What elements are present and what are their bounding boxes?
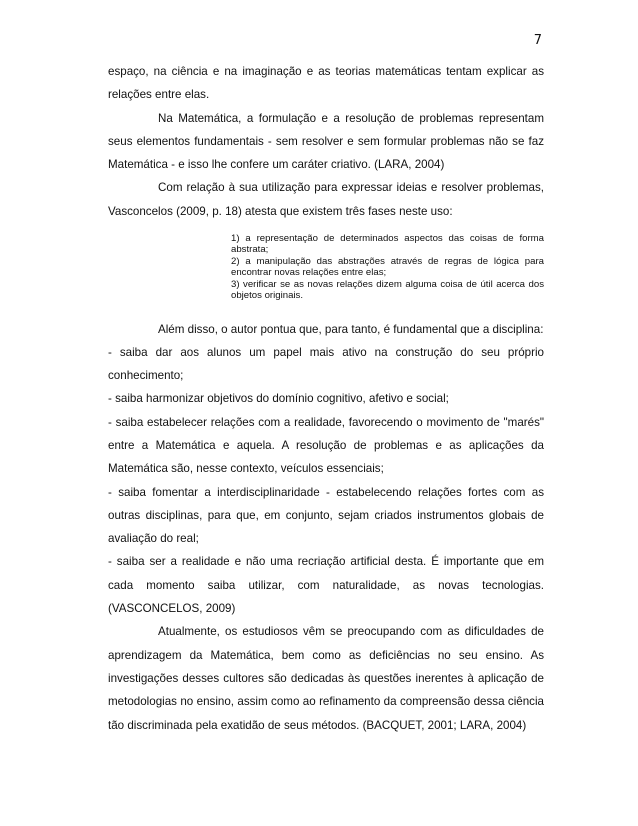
block-quote (231, 233, 544, 301)
quote-item: 2) a manipulação das abstrações através de regras de lógica para encontrar novas relações entre elas; (231, 255, 544, 279)
paragraph: espaço, na ciência e na imaginação e as teorias matemáticas tentam explicar as relações entre elas. (108, 65, 544, 102)
body-text (108, 60, 544, 737)
page-number: 7 (533, 33, 542, 48)
quote-item: 1) a representação de determinados aspectos das coisas de forma abstrata; (231, 233, 544, 256)
paragraph: - saiba dar aos alunos um papel mais ativo na construção do seu próprio conhecimento; (108, 345, 544, 383)
paragraph: Além disso, o autor pontua que, para tanto, é fundamental que a disciplina: (158, 322, 544, 336)
paragraph: Com relação à sua utilização para expressar ideias e resolver problemas, Vasconcelos (2009, p. 18) atesta que existem três fases neste uso: (108, 181, 544, 218)
bottom-paragraphs (108, 318, 544, 737)
quote-item: 3) verificar se as novas relações dizem alguma coisa de útil acerca dos objetos originais. (231, 278, 544, 302)
paragraph: - saiba fomentar a interdisciplinaridade - estabelecendo relações fortes com as outras disciplinas, para que, em conjunto, sejam criados instrumentos globais de avaliação do real; (108, 485, 544, 546)
paragraph: - saiba harmonizar objetivos do domínio cognitivo, afetivo e social; (108, 392, 449, 406)
paragraph: - saiba estabelecer relações com a realidade, favorecendo o movimento de "marés" entre a Matemática e aquela. A resolução de problemas e as aplicações da Matemática são, nesse contexto, veículos essenciais; (108, 415, 544, 476)
top-paragraphs (108, 60, 544, 223)
paragraph: Atualmente, os estudiosos vêm se preocupando com as dificuldades de aprendizagem da Matemática, bem como as deficiências no seu ensino. As investigações desses cultores são dedicadas às questões inerentes à aplicação de metodologias no ensino, assim como ao refinamento da compreensão dessa ciência tão discriminada pela exatidão de seus métodos. (BACQUET, 2001; LARA, 2004) (108, 625, 544, 732)
paragraph: Na Matemática, a formulação e a resolução de problemas representam seus elementos fundamentais - sem resolver e sem formular problemas não se faz Matemática - e isso lhe confere um caráter criativo. (LARA, 2004) (108, 111, 544, 172)
paragraph: - saiba ser a realidade e não uma recriação artificial desta. É importante que em cada momento saiba utilizar, com naturalidade, as novas tecnologias. (VASCONCELOS, 2009) (108, 555, 544, 616)
